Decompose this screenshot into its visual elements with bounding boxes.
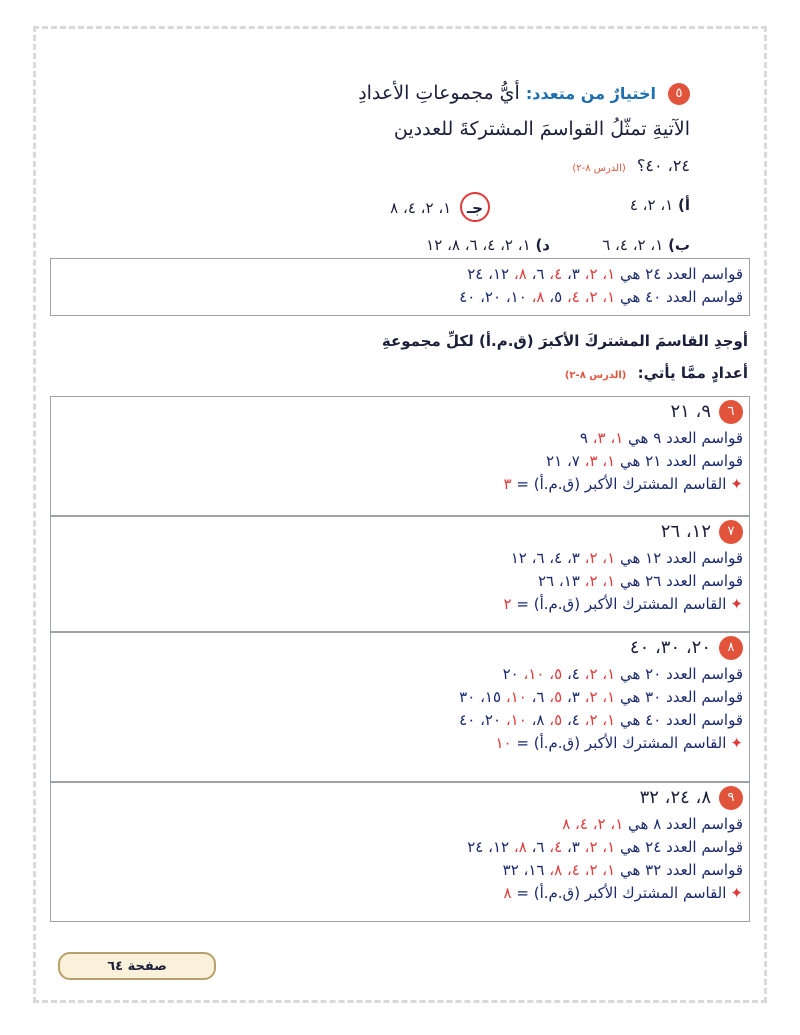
gcf-result-row — [51, 882, 749, 905]
divisor-group: ١، ٢، — [584, 711, 620, 729]
question-5-line-1 — [358, 82, 690, 105]
gcf-label: القاسم المشترك الأكبر (ق.م.أ) = — [516, 595, 727, 613]
question-5-line-3 — [572, 156, 690, 175]
gcf-value: ٣ — [503, 475, 512, 493]
exercise-box — [50, 516, 750, 632]
gcf-value: ١٠ — [495, 734, 512, 752]
divisor-list — [459, 711, 620, 729]
divisor-group: ١، ٢، — [584, 572, 620, 590]
divisor-group: ٨، — [513, 838, 532, 856]
gcf-value: ٢ — [503, 595, 512, 613]
row-prefix: قواسم العدد ٩ هي — [628, 429, 743, 447]
divisor-group: ١، ٢، — [584, 265, 616, 283]
divisor-group: ٤، — [566, 288, 585, 306]
row-prefix: قواسم العدد ٨ هي — [628, 815, 743, 833]
question-number-badge: ٥ — [668, 83, 690, 105]
divisor-group: ١، ٢، — [584, 838, 620, 856]
gcf-label: القاسم المشترك الأكبر (ق.م.أ) = — [516, 734, 727, 752]
option-a-value: ١، ٢، ٤ — [629, 196, 674, 214]
divisor-group: ١، ٢، — [584, 688, 620, 706]
divisor-group: ١، ٣، — [584, 452, 620, 470]
page-number-badge: صفحة ٦٤ — [58, 952, 216, 980]
exercise-numbers: ٨، ٢٤، ٣٢ — [639, 787, 711, 808]
divisor-group: ٣، — [566, 838, 585, 856]
divisor-list — [459, 288, 615, 306]
divisors-row — [51, 813, 749, 836]
star-icon: ✦ — [730, 595, 743, 613]
gcf-label: القاسم المشترك الأكبر (ق.م.أ) = — [516, 884, 727, 902]
option-b[interactable] — [602, 236, 690, 254]
divisor-group: ٤، — [549, 838, 567, 856]
exercise-number-badge: ٦ — [719, 400, 743, 424]
gcf-value: ٨ — [503, 884, 512, 902]
option-c-circle — [460, 192, 490, 222]
exercise-box — [50, 782, 750, 922]
divisor-group: ١٠، ٢٠، ٤٠ — [459, 288, 532, 306]
divisor-group: ١٢، ٢٤ — [467, 265, 514, 283]
divisor-group: ٦، — [531, 265, 550, 283]
option-d-value: ١، ٢، ٤، ٦، ٨، ١٢ — [426, 236, 531, 254]
divisor-group: ٤، — [566, 711, 585, 729]
row-prefix: قواسم العدد ٣٠ هي — [619, 688, 743, 706]
divisor-list — [503, 861, 620, 879]
divisor-group: ١٢، ٢٤ — [467, 838, 514, 856]
instruction-line-1: أوجدِ القاسمَ المشتركَ الأكبرَ (ق.م.أ) لكلِّ مجموعةِ — [381, 332, 748, 350]
question-5-line-2 — [394, 118, 690, 140]
row-prefix: قواسم العدد ٢٦ هي — [619, 572, 743, 590]
divisor-group: ٦، — [531, 838, 550, 856]
divisor-group: ٥، — [549, 688, 567, 706]
answer-row — [51, 286, 749, 309]
divisor-list — [459, 688, 620, 706]
divisor-list — [562, 815, 628, 833]
question-text-3: ٢٤، ٤٠؟ — [636, 156, 690, 175]
divisor-group: ٢٠، ٤٠ — [459, 711, 506, 729]
row-prefix: قواسم العدد ٣٢ هي — [619, 861, 743, 879]
divisor-list — [511, 549, 620, 567]
star-icon: ✦ — [730, 734, 743, 752]
divisor-list — [467, 838, 620, 856]
lesson-reference: (الدرس ٨-٢) — [572, 163, 626, 174]
exercise-heading — [51, 517, 749, 547]
divisor-group: ١، ٢، — [584, 288, 616, 306]
answer-box-5 — [50, 258, 750, 316]
exercise-numbers: ٢٠، ٣٠، ٤٠ — [629, 637, 711, 658]
exercise-heading — [51, 783, 749, 813]
row-prefix: قواسم العدد ٢١ هي — [619, 452, 743, 470]
star-icon: ✦ — [730, 884, 743, 902]
gcf-result-row — [51, 732, 749, 755]
answer-row — [51, 259, 749, 286]
question-tag: اختيارٌ من متعدد: — [525, 84, 656, 103]
divisors-row — [51, 859, 749, 882]
row-prefix: قواسم العدد ٢٠ هي — [619, 665, 743, 683]
divisor-group: ٥، — [549, 711, 567, 729]
divisor-group: ٥، — [549, 288, 567, 306]
lesson-reference: (الدرس ٨-٢) — [564, 370, 627, 381]
divisor-group: ٨، — [531, 288, 550, 306]
option-c-value: ١، ٢، ٤، ٨ — [390, 199, 452, 217]
divisor-group: ١، ٢، ٤، ٨ — [562, 815, 629, 833]
divisor-group: ٥، ١٠، — [523, 665, 567, 683]
divisor-group: ١٣، ٢٦ — [537, 572, 585, 590]
instruction-text-2: أعدادٍ ممَّا يأتي: — [637, 364, 748, 382]
row-prefix: قواسم العدد ٤٠ هي — [619, 711, 743, 729]
divisor-group: ٤، — [566, 665, 585, 683]
question-text-1: أيُّ مجموعاتِ الأعدادِ — [358, 82, 520, 104]
divisors-row — [51, 709, 749, 732]
option-b-value: ١، ٢، ٤، ٦ — [602, 236, 664, 254]
instruction-line-2 — [565, 364, 748, 382]
divisor-group: ١، ٢، — [584, 549, 620, 567]
question-text-2: الآتيةِ تمثّلُ القواسمَ المشتركةَ للعددين — [393, 118, 690, 140]
row-prefix: قواسم العدد ٢٤ هي — [619, 265, 743, 283]
exercise-numbers: ٩، ٢١ — [670, 401, 711, 422]
divisors-row — [51, 663, 749, 686]
divisor-group: ١٠، — [505, 688, 532, 706]
exercise-number-badge: ٧ — [719, 520, 743, 544]
exercise-number-badge: ٨ — [719, 636, 743, 660]
divisor-group: ٣، — [566, 265, 585, 283]
option-a-label: أ) — [678, 196, 690, 214]
divisors-row — [51, 427, 749, 450]
gcf-result-row — [51, 593, 749, 616]
gcf-result-row — [51, 473, 749, 496]
exercise-number-badge: ٩ — [719, 786, 743, 810]
divisor-group: ٤، — [549, 265, 567, 283]
exercise-box — [50, 632, 750, 782]
divisors-row — [51, 547, 749, 570]
exercise-numbers: ١٢، ٢٦ — [660, 521, 711, 542]
divisor-group: ١٠، — [505, 711, 532, 729]
divisor-group: ٣، ٤، ٦، ١٢ — [510, 549, 585, 567]
row-prefix: قواسم العدد ١٢ هي — [619, 549, 743, 567]
divisor-list — [538, 572, 620, 590]
option-d-label: د) — [535, 236, 550, 254]
divisor-list — [467, 265, 615, 283]
exercise-heading — [51, 633, 749, 663]
exercise-heading — [51, 397, 749, 427]
divisor-group: ١٥، ٣٠ — [459, 688, 506, 706]
divisor-group: ١، ٢، ٤، ٨، — [549, 861, 620, 879]
option-b-label: ب) — [668, 236, 690, 254]
row-prefix: قواسم العدد ٢٤ هي — [619, 838, 743, 856]
option-c-label: جـ — [467, 199, 483, 217]
divisor-group: ٢٠ — [502, 665, 524, 683]
divisors-row — [51, 686, 749, 709]
divisor-list — [503, 665, 620, 683]
divisors-row — [51, 570, 749, 593]
divisors-row — [51, 836, 749, 859]
divisor-group: ٨، — [513, 265, 532, 283]
option-a[interactable] — [630, 196, 690, 214]
divisor-group: ١، ٣، — [592, 429, 629, 447]
divisor-group: ٧، ٢١ — [546, 452, 585, 470]
divisors-row — [51, 450, 749, 473]
divisor-group: ١، ٢، — [584, 665, 620, 683]
option-c[interactable] — [390, 192, 490, 222]
divisor-list — [546, 452, 620, 470]
divisor-group: ٦، — [531, 688, 550, 706]
gcf-label: القاسم المشترك الأكبر (ق.م.أ) = — [516, 475, 727, 493]
row-prefix: قواسم العدد ٤٠ هي — [619, 288, 743, 306]
divisor-group: ٩ — [579, 429, 593, 447]
option-d[interactable] — [426, 236, 550, 254]
divisor-group: ٣، — [566, 688, 585, 706]
divisor-list — [580, 429, 628, 447]
divisor-group: ١٦، ٣٢ — [502, 861, 550, 879]
exercise-box — [50, 396, 750, 516]
divisor-group: ٨، — [531, 711, 550, 729]
star-icon: ✦ — [730, 475, 743, 493]
